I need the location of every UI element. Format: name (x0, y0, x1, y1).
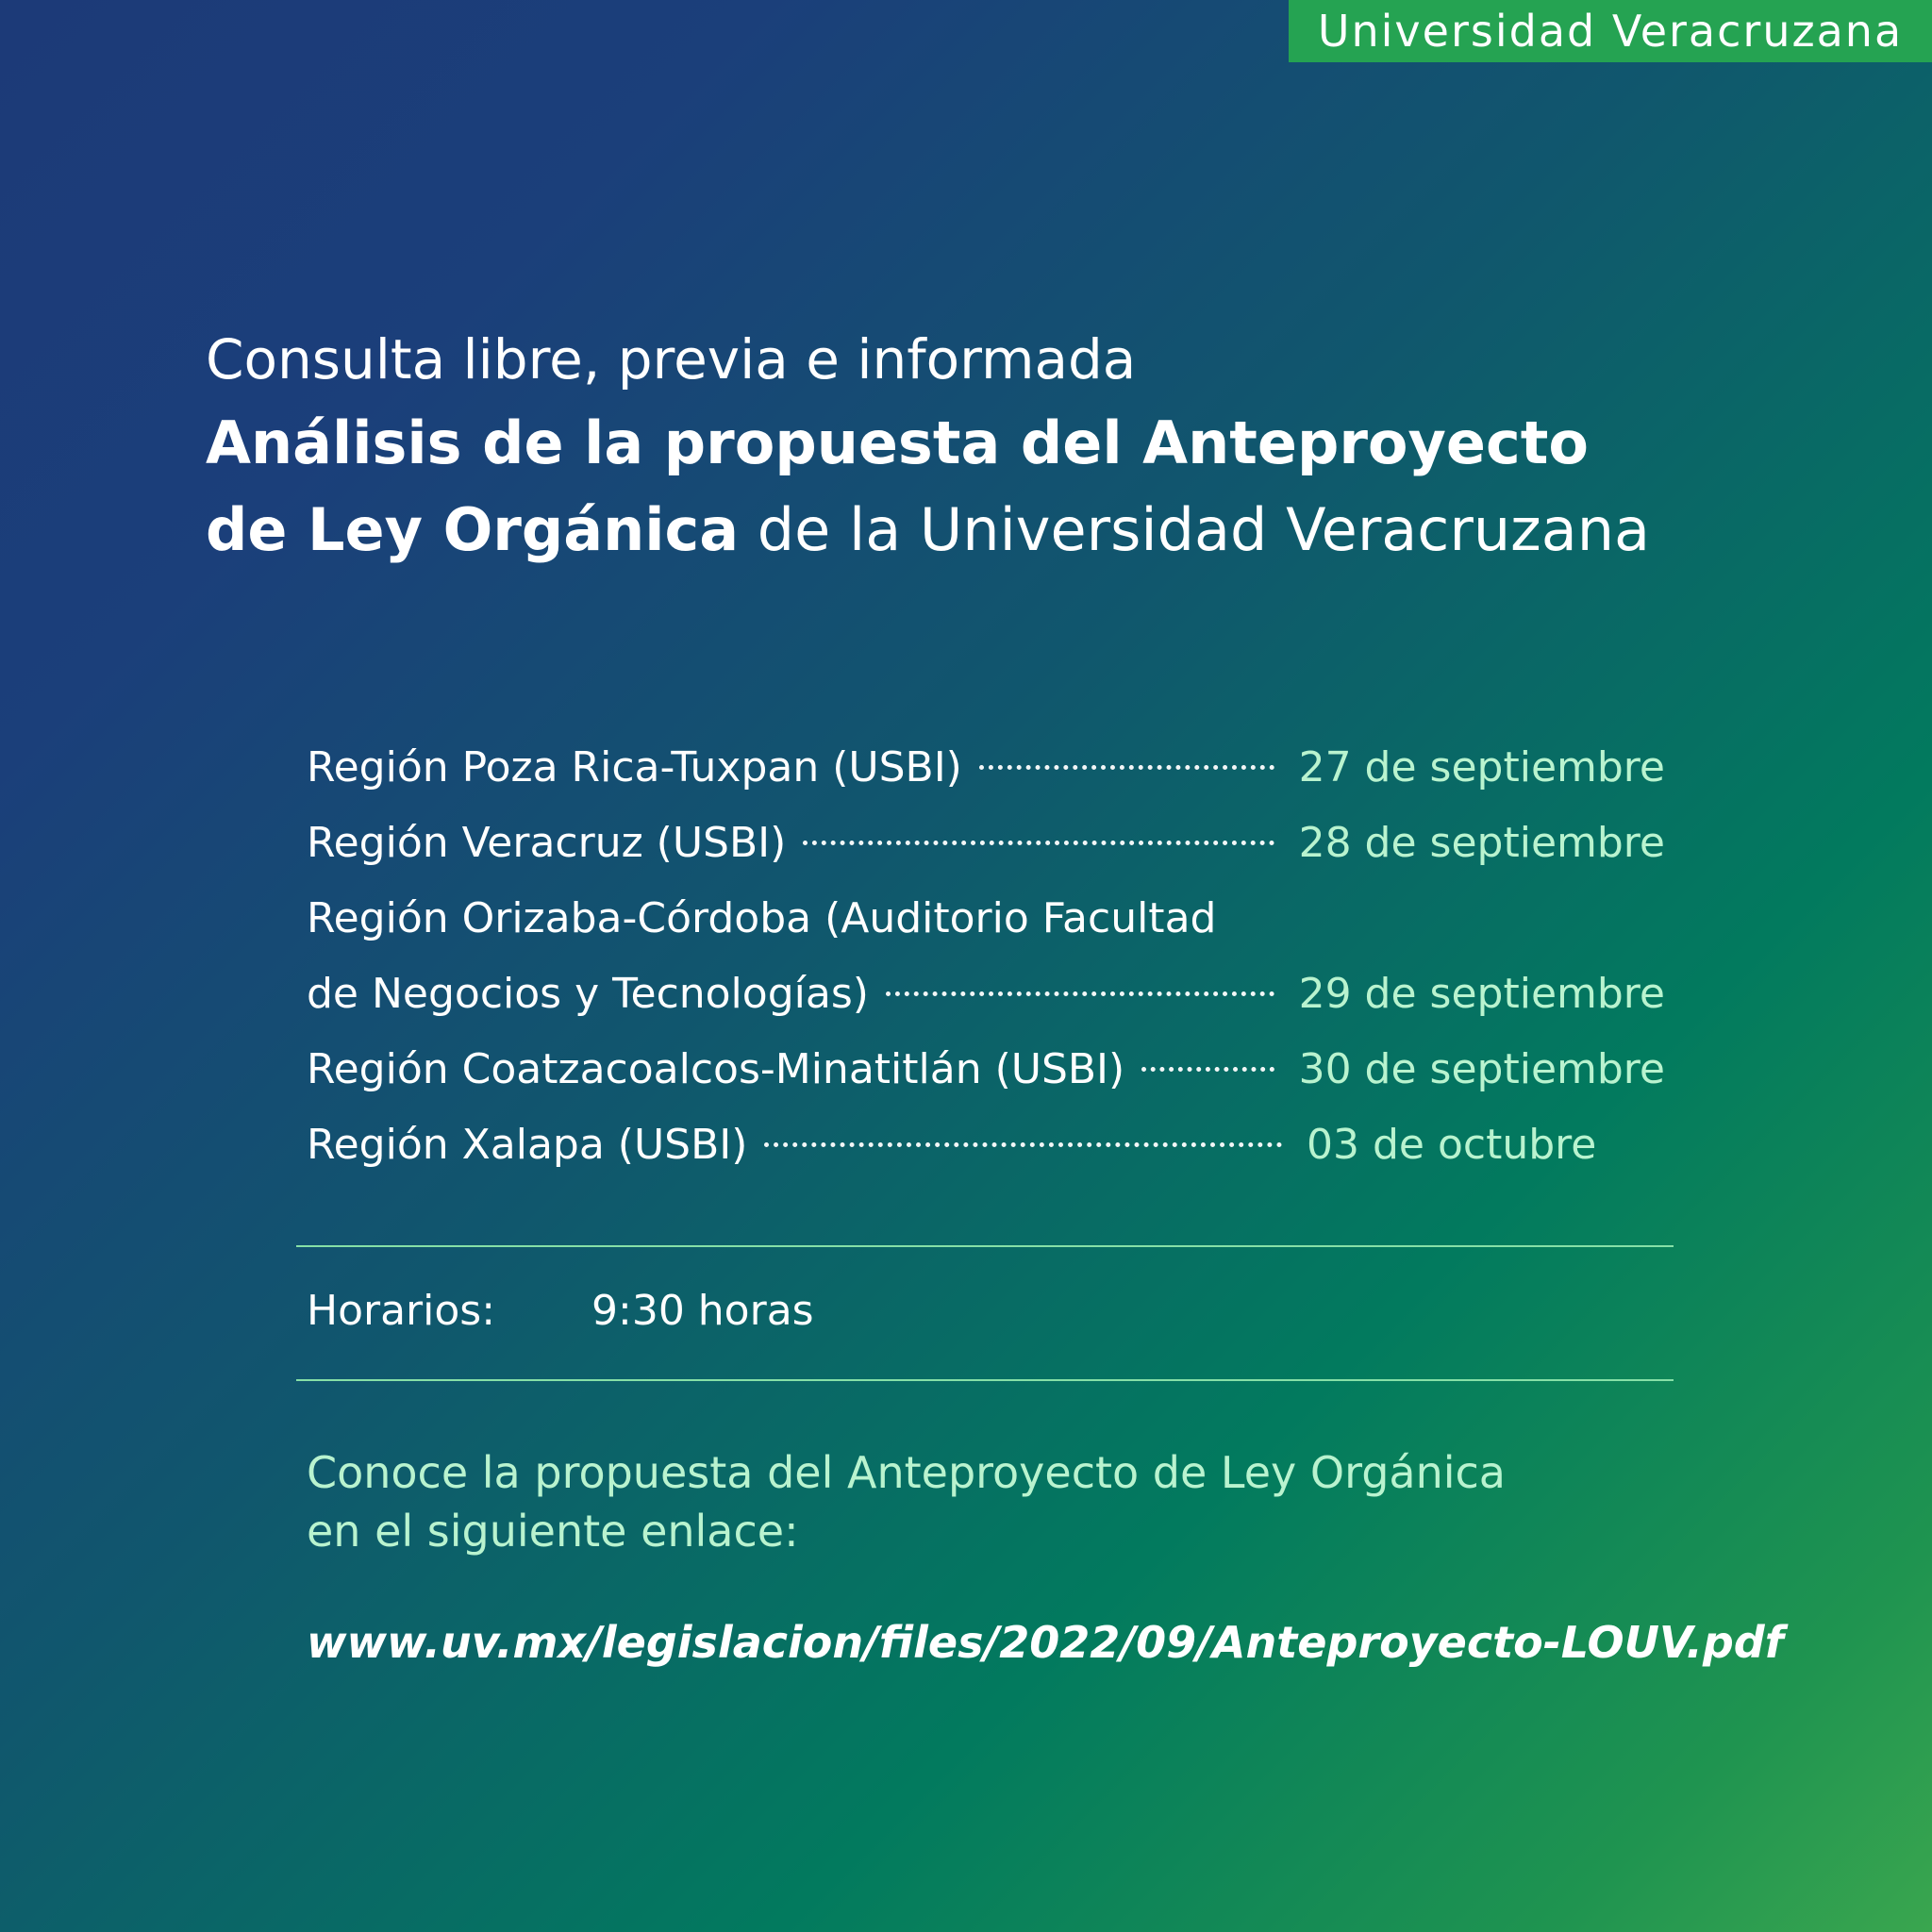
leader-dots (886, 991, 1274, 996)
schedule-date: 29 de septiembre (1298, 970, 1665, 1018)
title-line-1: Análisis de la propuesta del Anteproyecto (206, 408, 1589, 477)
brand-name: Universidad Veracruzana (1317, 6, 1904, 57)
schedule-place: Región Xalapa (USBI) (307, 1121, 748, 1169)
schedule-place: Región Poza Rica-Tuxpan (USBI) (307, 743, 962, 791)
horarios (307, 1278, 814, 1344)
horarios-label: Horarios: (307, 1287, 496, 1335)
document-url[interactable]: www.uv.mx/legislacion/files/2022/09/Anteproyecto-LOUV.pdf (307, 1617, 1784, 1668)
leader-dots (1141, 1067, 1274, 1072)
link-block (307, 1443, 1784, 1668)
schedule-row-veracruz (307, 806, 1665, 881)
schedule-place-line1: Región Orizaba-Córdoba (Auditorio Facultad (307, 894, 1217, 942)
subtitle: Consulta libre, previa e informada (206, 327, 1137, 391)
schedule-row-orizaba (307, 957, 1665, 1032)
title-line-2-rest: de la Universidad Veracruzana (739, 495, 1650, 564)
schedule-date: 28 de septiembre (1298, 819, 1665, 867)
link-intro-line-2: en el siguiente enlace: (307, 1506, 799, 1557)
schedule-list (307, 730, 1665, 1183)
title-line-2-bold: de Ley Orgánica (206, 495, 740, 564)
schedule-row-coatzacoalcos (307, 1032, 1665, 1108)
link-intro-line-1: Conoce la propuesta del Anteproyecto de Ley Orgánica (307, 1447, 1506, 1498)
horarios-value: 9:30 horas (591, 1287, 814, 1335)
divider-bottom (296, 1379, 1674, 1381)
schedule-row-orizaba-line1 (307, 881, 1665, 957)
divider-top (296, 1245, 1674, 1247)
schedule-place: Región Coatzacoalcos-Minatitlán (USBI) (307, 1045, 1125, 1093)
schedule-row-xalapa (307, 1108, 1665, 1183)
schedule-date: 03 de octubre (1307, 1121, 1597, 1169)
schedule-place: Región Veracruz (USBI) (307, 819, 787, 867)
schedule-date: 27 de septiembre (1298, 743, 1665, 791)
title-line-2 (206, 487, 1715, 574)
leader-dots (979, 765, 1274, 770)
schedule-place: de Negocios y Tecnologías) (307, 970, 869, 1018)
header (206, 319, 1715, 574)
schedule-row-poza-rica (307, 730, 1665, 806)
leader-dots (803, 841, 1274, 845)
leader-dots (764, 1142, 1282, 1147)
schedule-date: 30 de septiembre (1298, 1045, 1665, 1093)
brand-bar (1289, 0, 1932, 62)
